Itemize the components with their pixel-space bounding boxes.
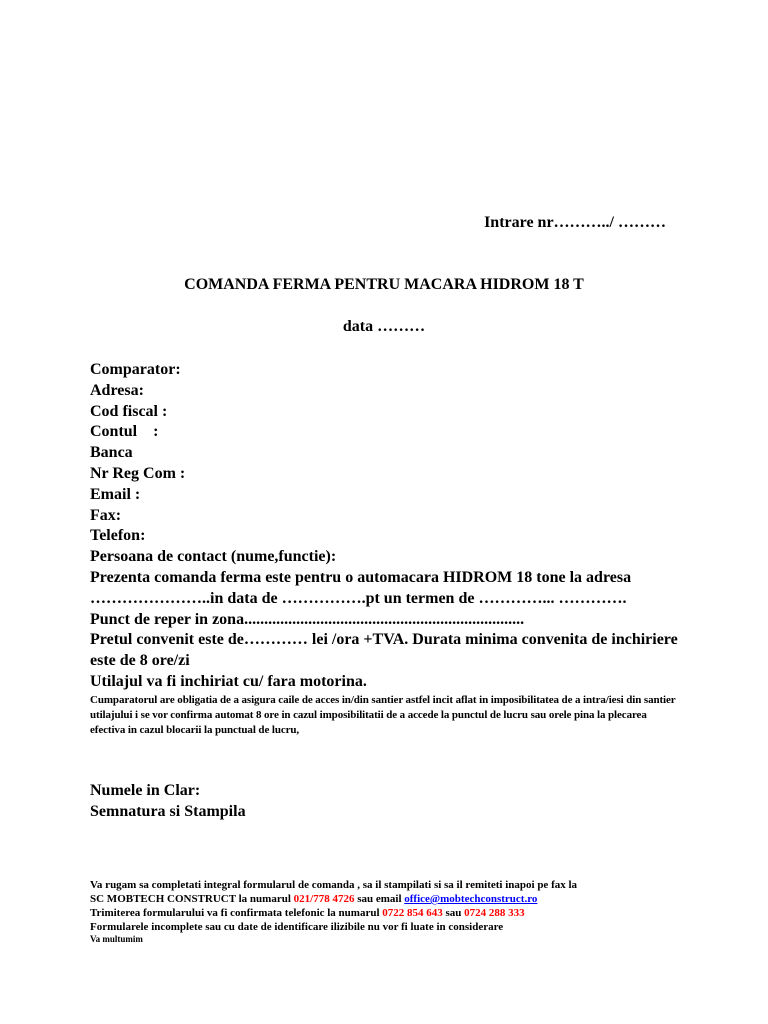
field-contul-colon: : <box>153 423 159 441</box>
field-telefon: Telefon: <box>90 527 146 545</box>
footer-confirm-text: Trimiterea formularului va fi confirmata telefonic la numarul <box>90 907 383 919</box>
field-comparator: Comparator: <box>90 361 181 378</box>
field-punct-reper: Punct de reper in zona...................................................................... <box>90 610 525 628</box>
field-contul <box>90 422 680 443</box>
footer-line-4: Formularele incomplete sau cu date de identificare ilizibile nu vor fi luate in considerare <box>90 921 504 933</box>
footer-notes <box>90 878 690 944</box>
footer-line-1: Va rugam sa completati integral formularul de comanda , sa il stampilati si sa il remiteti inapoi pe fax la <box>90 879 578 891</box>
field-cod-fiscal: Cod fiscal : <box>90 402 168 420</box>
footer-company-text: SC MOBTECH CONSTRUCT la numarul <box>90 893 294 905</box>
paragraph-pretul: Pretul convenit este de………… lei /ora +TVA. Durata minima convenita de inchiriere este de 8 ore/zi <box>90 631 678 670</box>
footer-thanks: Va multumim <box>90 934 143 944</box>
field-persoana-contact: Persoana de contact (nume,functie): <box>90 548 337 566</box>
paragraph-utilajul: Utilajul va fi inchiriat cu/ fara motorina. <box>90 672 367 690</box>
fax-number: 021/778 4726 <box>293 893 355 905</box>
phone-number-2: 0724 288 333 <box>464 907 525 919</box>
paragraph-prezenta: Prezenta comanda ferma este pentru o automacara HIDROM 18 tone la adresa …………………..in data de …………….pt un termen de …………... …………. <box>90 568 632 607</box>
signature-block <box>90 780 246 822</box>
order-fields <box>90 360 680 738</box>
footer-line-2 <box>90 892 690 906</box>
footer-or-text: sau <box>442 907 465 919</box>
field-email: Email : <box>90 485 141 503</box>
footer-email-text: sau email <box>354 893 405 905</box>
document-date: data ……… <box>342 318 426 335</box>
signature-stamp-label: Semnatura si Stampila <box>90 803 246 820</box>
field-adresa: Adresa: <box>90 381 144 399</box>
entry-number: Intrare nr………../ ……… <box>484 214 666 231</box>
field-banca: Banca <box>90 444 133 462</box>
paragraph-obligatie: Cumparatorul are obligatia de a asigura caile de acces in/din santier astfel incit aflat in imposibilitatea de a intra/iesi din santier utilajului i se vor confirma automat 8 ore in cazul imposibilitatii de a accede la punctul de lucru sau orele pina la plecarea efectiva in cazul blocarii la punctual de lucru, <box>90 693 676 736</box>
document-title: COMANDA FERMA PENTRU MACARA HIDROM 18 T <box>184 276 584 293</box>
phone-number-1: 0722 854 643 <box>382 907 443 919</box>
email-link[interactable]: office@mobtechconstruct.ro <box>404 893 538 905</box>
field-contul-label: Contul <box>90 423 138 441</box>
field-nr-reg-com: Nr Reg Com : <box>90 464 186 482</box>
footer-line-3 <box>90 906 690 920</box>
signature-name-label: Numele in Clar: <box>90 782 201 799</box>
field-fax: Fax: <box>90 506 122 524</box>
